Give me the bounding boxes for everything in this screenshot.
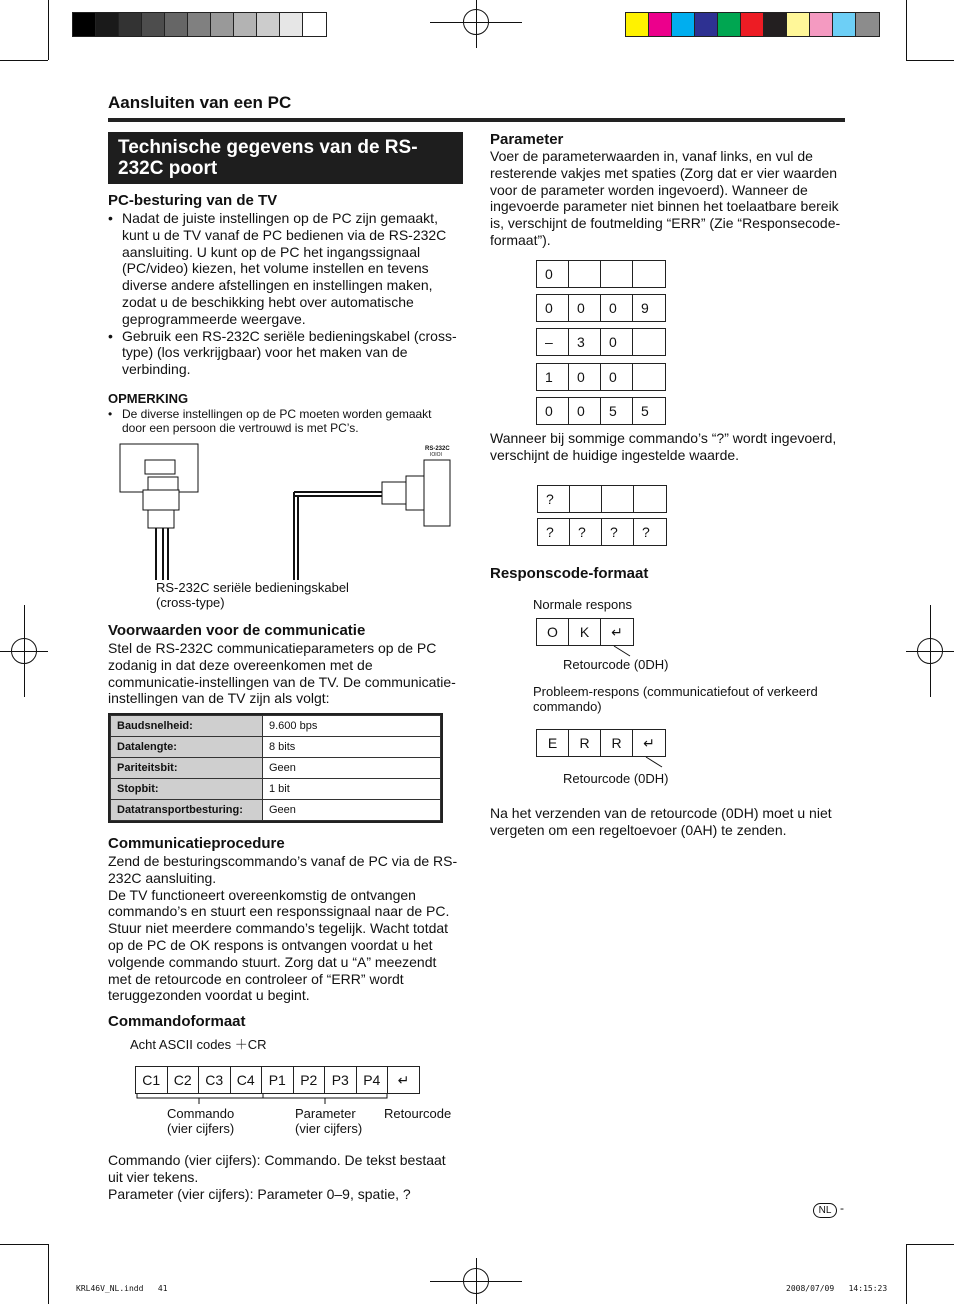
color-swatch <box>649 13 672 36</box>
return-code-label: Retourcode <box>384 1106 452 1121</box>
format-cell: ? <box>642 524 650 540</box>
table-row <box>111 737 441 758</box>
page-title: Technische gegevens van de RS-232C poort <box>108 132 463 184</box>
slug-date: 2008/07/09 14:15:23 <box>786 1284 888 1293</box>
format-cell: C1 <box>136 1067 168 1093</box>
header-rule <box>108 118 845 122</box>
color-swatch <box>280 13 303 36</box>
setting-key: Pariteitsbit: <box>111 758 263 779</box>
cable-caption-line: RS-232C seriële bedieningskabel <box>156 580 349 595</box>
slug-file: KRL46V_NL.indd 41 <box>76 1284 168 1293</box>
format-cell: R <box>569 730 601 756</box>
setting-key: Stopbit: <box>111 779 263 800</box>
format-cell: 0 <box>601 329 633 355</box>
parameter-text: Voer de parameterwaarden in, vanaf links, en vul de resterende vakjes met spaties (Zorg dat er vier waarden voor de parameter worden ingevoerd). Wanneer de ingevoerde parameter niet binnen het toelaatbare bereik is, verschijnt de foutmelding “ERR” (Zie “Responsecode-formaat”). <box>490 148 841 248</box>
color-swatch <box>188 13 211 36</box>
color-swatch <box>695 13 718 36</box>
list-item: • Nadat de juiste instellingen op de PC zijn gemaakt, kunt u de TV vanaf de PC bedienen via de RS-232C aansluiting. U kunt op de PC het ingangssignaal (PC/video) kiezen, het volume instellen en tevens diverse andere afstellingen en instellingen maken, zodat u de beschikking hebt over automatische geprogrammeerde weergave. <box>108 210 463 328</box>
format-cell: 0 <box>537 295 569 321</box>
parameter-heading: Parameter <box>490 131 564 148</box>
format-cell <box>601 261 633 287</box>
command-format-row <box>135 1066 420 1094</box>
parameter-example-row <box>536 328 666 356</box>
return-pointer <box>612 644 632 658</box>
table-row <box>111 800 441 821</box>
format-cell: C3 <box>199 1067 231 1093</box>
format-cell: 9 <box>641 300 649 316</box>
parameter-label-line: Parameter <box>295 1106 356 1121</box>
color-swatch <box>741 13 764 36</box>
parameter-example-row <box>536 363 666 391</box>
language-badge: NL <box>813 1203 837 1218</box>
procedure-paragraph: De TV functioneert overeenkomstig de ontvangen commando’s en stuurt een responssignaal naar de PC. Stuur niet meerdere commando’s tegelijk. Wacht totdat op de PC de OK respons is ontvangen voordat u het volgende commando stuurt. Zorg dat u “A” meezendt met de retourcode en controleer of “ERR” wordt teruggezonden voordat u begint. <box>108 886 450 1004</box>
parameter-label-line: (vier cijfers) <box>295 1121 363 1136</box>
format-cell: ? <box>538 519 570 545</box>
cable-caption <box>156 580 349 610</box>
setting-value: 8 bits <box>263 737 441 758</box>
question-text: Wanneer bij sommige commando’s “?” wordt ingevoerd, verschijnt de huidige ingestelde waarde. <box>490 430 837 463</box>
color-swatch <box>718 13 741 36</box>
normal-response-row <box>536 618 634 646</box>
normal-return-label: Retourcode (0DH) <box>563 657 669 672</box>
color-swatch <box>810 13 833 36</box>
color-swatch <box>119 13 142 36</box>
problem-response-row <box>536 729 666 757</box>
command-format-paragraph: Commando (vier cijfers): Commando. De tekst bestaat uit vier tekens. <box>108 1152 446 1185</box>
settings-table-body <box>110 715 441 821</box>
format-cell: P1 <box>262 1067 294 1093</box>
color-swatch <box>96 13 119 36</box>
format-cell: 3 <box>569 329 601 355</box>
format-cell <box>634 486 666 512</box>
problem-response-label: Probleem-respons (communicatiefout of verkeerd commando) <box>533 684 818 714</box>
pc-control-list <box>108 210 463 378</box>
setting-key: Datatransportbesturing: <box>111 800 263 821</box>
table-row <box>111 779 441 800</box>
command-format-text <box>108 1152 463 1202</box>
format-cell <box>570 486 602 512</box>
setting-value: Geen <box>263 758 441 779</box>
format-cell: R <box>601 730 633 756</box>
ascii-label: Acht ASCII codes ＋CR <box>130 1037 267 1052</box>
command-label <box>167 1106 234 1136</box>
conditions-heading: Voorwaarden voor de communicatie <box>108 622 366 639</box>
format-cell: P2 <box>294 1067 326 1093</box>
enter-icon: ↵ <box>643 734 655 751</box>
color-swatch <box>764 13 787 36</box>
question-example-row <box>537 485 667 513</box>
list-item: • Gebruik een RS-232C seriële bedieningskabel (cross-type) (los verkrijgbaar) voor het maken van de verbinding. <box>108 328 463 378</box>
response-footer-text: Na het verzenden van de retourcode (0DH) moet u niet vergeten om een regeltoevoer (0AH) te zenden. <box>490 805 832 838</box>
parameter-example-row <box>536 397 666 425</box>
procedure-paragraph: Zend de besturingscommando’s vanaf de PC via de RS-232C aansluiting. <box>108 853 458 886</box>
format-cell: ? <box>602 519 634 545</box>
format-cell: C4 <box>231 1067 263 1093</box>
section-header: Aansluiten van een PC <box>108 93 292 112</box>
format-cell: 0 <box>569 295 601 321</box>
enter-icon: ↵ <box>611 623 623 640</box>
procedure-heading: Communicatieprocedure <box>108 835 285 852</box>
table-row <box>111 758 441 779</box>
conditions-text: Stel de RS-232C communicatieparameters op de PC zodanig in dat deze overeenkomen met de communicatie-instellingen van de TV. De communicatie-instellingen van de TV zijn als volgt: <box>108 640 456 707</box>
color-swatch <box>833 13 856 36</box>
parameter-example-row <box>536 294 666 322</box>
format-cell: – <box>537 329 569 355</box>
format-cell: E <box>537 730 569 756</box>
cable-illustration <box>108 440 463 580</box>
page-dash: - <box>840 1201 844 1215</box>
color-swatch <box>211 13 234 36</box>
format-cell: 0 <box>569 398 601 424</box>
return-pointer <box>644 755 664 769</box>
port-label: RS-232C <box>425 446 450 452</box>
format-cell <box>633 364 665 390</box>
table-row <box>111 716 441 737</box>
color-swatch <box>142 13 165 36</box>
format-cell: 0 <box>569 364 601 390</box>
color-swatch <box>165 13 188 36</box>
format-cell: ? <box>570 519 602 545</box>
format-cell: 5 <box>601 398 633 424</box>
parameter-label <box>295 1106 362 1136</box>
cable-caption-line: (cross-type) <box>156 595 225 610</box>
question-example-row <box>537 518 667 546</box>
format-cell: C2 <box>168 1067 200 1093</box>
command-format-heading: Commandoformaat <box>108 1013 246 1030</box>
format-cell: P4 <box>357 1067 389 1093</box>
command-format-paragraph: Parameter (vier cijfers): Parameter 0–9, spatie, ? <box>108 1185 411 1202</box>
note-text: • De diverse instellingen op de PC moeten worden gemaakt door een persoon die vertrouwd is met PC’s. <box>108 407 458 435</box>
format-cell: 0 <box>601 364 633 390</box>
port-sub-label: IOIOI <box>430 452 442 458</box>
normal-response-label: Normale respons <box>533 597 632 612</box>
format-cell: 0 <box>601 295 633 321</box>
color-swatch <box>787 13 810 36</box>
format-cell: 5 <box>641 403 649 419</box>
format-cell <box>569 261 601 287</box>
format-cell: K <box>569 619 601 645</box>
format-cell <box>633 329 665 355</box>
format-cell: 1 <box>537 364 569 390</box>
setting-key: Datalengte: <box>111 737 263 758</box>
command-label-line: (vier cijfers) <box>167 1121 235 1136</box>
format-cell: O <box>537 619 569 645</box>
note-heading: OPMERKING <box>108 391 189 406</box>
bracket-lines <box>135 1092 425 1104</box>
format-cell: 0 <box>537 261 569 287</box>
color-swatch <box>234 13 257 36</box>
procedure-text <box>108 853 463 1004</box>
setting-value: 9.600 bps <box>263 716 441 737</box>
parameter-example-row <box>536 260 666 288</box>
settings-table <box>108 713 443 823</box>
pc-control-heading: PC-besturing van de TV <box>108 192 278 209</box>
command-label-line: Commando <box>167 1106 235 1121</box>
format-cell <box>633 261 665 287</box>
format-cell: P3 <box>325 1067 357 1093</box>
color-swatch <box>626 13 649 36</box>
color-swatch <box>856 13 879 36</box>
color-swatch <box>73 13 96 36</box>
response-heading: Responscode-formaat <box>490 565 649 582</box>
setting-value: 1 bit <box>263 779 441 800</box>
enter-icon: ↵ <box>397 1071 410 1088</box>
color-swatch <box>303 13 326 36</box>
format-cell: ? <box>538 486 570 512</box>
format-cell <box>602 486 634 512</box>
setting-value: Geen <box>263 800 441 821</box>
problem-return-label: Retourcode (0DH) <box>563 771 669 786</box>
process-color-bar <box>625 12 880 37</box>
gray-color-bar <box>72 12 327 37</box>
format-cell: 0 <box>537 398 569 424</box>
color-swatch <box>257 13 280 36</box>
color-swatch <box>672 13 695 36</box>
connection-diagram <box>108 440 463 610</box>
setting-key: Baudsnelheid: <box>111 716 263 737</box>
